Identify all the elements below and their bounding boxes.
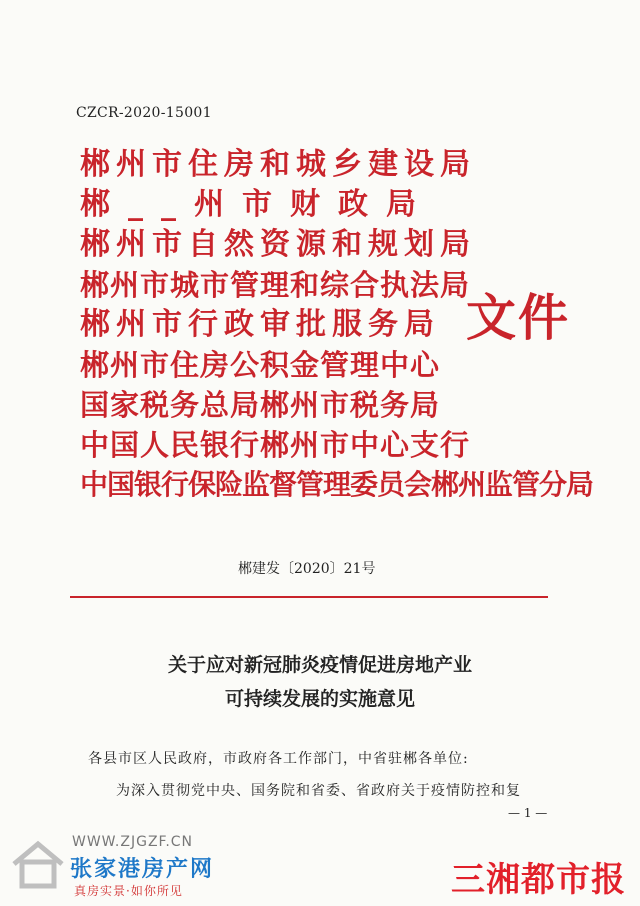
document-number: 郴建发〔2020〕21号: [238, 561, 376, 577]
watermark: [0, 830, 330, 906]
agency-natural-resources: 郴州市自然资源和规划局: [80, 227, 476, 262]
agency-tax: 国家税务总局郴州市税务局: [80, 388, 441, 422]
watermark-url: WWW.ZJGZF.CN: [72, 834, 194, 850]
newspaper-logo: 三湘都市报: [451, 860, 626, 900]
agency-housing: 郴州市住房和城乡建设局: [80, 147, 476, 182]
agency-cbirc: 中国银行保险监督管理委员会郴州监管分局: [80, 468, 594, 501]
page-number: — 1 —: [508, 806, 548, 820]
document-title-line-1: 关于应对新冠肺炎疫情促进房地产业: [167, 654, 472, 676]
agency-provident-fund: 郴州市住房公积金管理中心: [80, 348, 441, 382]
agency-pboc: 中国人民银行郴州市中心支行: [80, 428, 471, 462]
house-logo-icon: [10, 838, 66, 890]
watermark-slogan: 真房实景·如你所见: [74, 884, 183, 898]
agency-admin-approval: 郴州市行政审批服务局: [80, 307, 440, 342]
document-code: CZCR-2020-15001: [76, 105, 212, 121]
body-first-line: 为深入贯彻党中央、国务院和省委、省政府关于疫情防控和复: [116, 783, 521, 799]
red-divider: [70, 596, 548, 598]
document-mark: 文件: [466, 288, 570, 347]
document-title-line-2: 可持续发展的实施意见: [224, 688, 415, 710]
watermark-site-name: 张家港房产网: [70, 857, 215, 882]
agency-finance: 郴__州市财政局: [80, 187, 434, 222]
addressee: 各县市区人民政府，市政府各工作部门，中省驻郴各单位:: [88, 751, 469, 767]
agency-urban-management: 郴州市城市管理和综合执法局: [80, 268, 471, 302]
